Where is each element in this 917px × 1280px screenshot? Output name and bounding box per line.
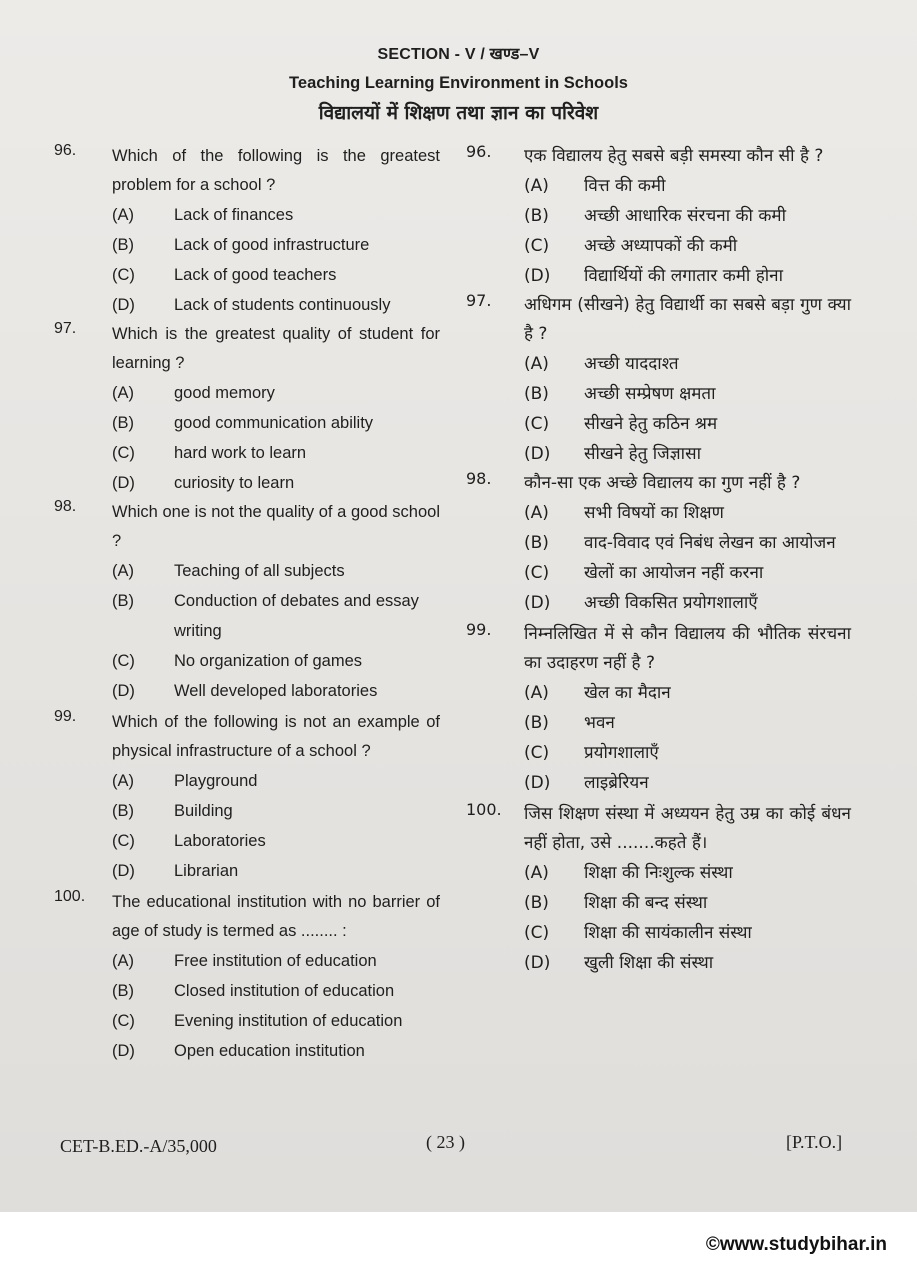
question-text: अधिगम (सीखने) हेतु विद्यार्थी का सबसे बड़ा गुण क्या है ?	[524, 295, 851, 344]
option-text: खुली शिक्षा की संस्था	[584, 953, 714, 973]
question-number: 100.	[466, 800, 502, 819]
option-label: (B)	[112, 982, 134, 1000]
answer-option	[524, 261, 851, 291]
answer-option	[524, 528, 851, 558]
option-label: (A)	[524, 176, 549, 196]
question-number: 98.	[466, 469, 492, 488]
watermark-bar	[0, 1212, 917, 1280]
option-label: (D)	[112, 682, 135, 700]
answer-option	[524, 918, 851, 948]
option-text: Well developed laboratories	[174, 682, 378, 700]
option-label: (A)	[112, 562, 134, 580]
hindi-questions-column	[466, 142, 851, 978]
answer-option	[524, 201, 851, 231]
option-text: Building	[174, 802, 233, 820]
answer-option	[112, 1006, 440, 1036]
question-text: Which is the greatest quality of student for learning ?	[112, 325, 440, 372]
option-label: (D)	[112, 474, 135, 492]
option-text: प्रयोगशालाएँ	[584, 743, 659, 763]
option-label: (A)	[112, 384, 134, 402]
answer-option	[112, 586, 440, 646]
option-label: (C)	[524, 414, 550, 434]
option-label: (D)	[112, 296, 135, 314]
option-label: (C)	[112, 652, 135, 670]
watermark-text: ©www.studybihar.in	[705, 1234, 887, 1255]
option-label: (B)	[524, 713, 549, 733]
option-text: शिक्षा की सायंकालीन संस्था	[584, 923, 752, 943]
answer-option	[524, 349, 851, 379]
option-text: Librarian	[174, 862, 239, 880]
option-label: (B)	[524, 384, 549, 404]
option-text: Teaching of all subjects	[174, 562, 345, 580]
option-text: विद्यार्थियों की लगातार कमी होना	[584, 266, 784, 286]
question-text: Which one is not the quality of a good school ?	[112, 503, 440, 550]
section-header	[0, 42, 917, 125]
option-label: (D)	[524, 444, 551, 464]
question-text: एक विद्यालय हेतु सबसे बड़ी समस्या कौन सी है ?	[524, 146, 824, 166]
question-number: 99.	[54, 708, 77, 725]
answer-option	[524, 738, 851, 768]
option-text: अच्छी आधारिक संरचना की कमी	[584, 206, 786, 226]
option-text: Closed institution of education	[174, 982, 395, 1000]
option-text: Lack of finances	[174, 206, 294, 224]
option-text: सभी विषयों का शिक्षण	[584, 503, 724, 523]
option-text: Evening institution of education	[174, 1012, 403, 1030]
option-label: (C)	[112, 444, 135, 462]
question-number: 100.	[54, 888, 86, 905]
question-text: Which of the following is not an example of physical infrastructure of a school ?	[112, 713, 440, 760]
option-text: भवन	[584, 713, 615, 733]
option-text: Open education institution	[174, 1042, 365, 1060]
option-label: (D)	[112, 1042, 135, 1060]
option-label: (D)	[524, 953, 551, 973]
question-text: कौन-सा एक अच्छे विद्यालय का गुण नहीं है ?	[524, 473, 801, 493]
answer-option	[112, 796, 440, 826]
answer-option	[112, 408, 440, 438]
answer-option	[112, 946, 440, 976]
option-label: (B)	[112, 414, 134, 432]
english-questions-column	[54, 142, 440, 1066]
option-text: अच्छी याददाश्त	[584, 354, 679, 374]
option-text: सीखने हेतु कठिन श्रम	[584, 414, 718, 434]
option-text: शिक्षा की निःशुल्क संस्था	[584, 863, 733, 883]
option-text: good communication ability	[174, 414, 374, 432]
question-text: निम्नलिखित में से कौन विद्यालय की भौतिक संरचना का उदाहरण नहीं है ?	[524, 624, 851, 673]
answer-option	[524, 498, 851, 528]
question-number: 99.	[466, 620, 492, 639]
question-96	[54, 142, 440, 320]
question-number: 98.	[54, 498, 77, 515]
answer-option	[524, 588, 851, 618]
paper-code: CET-B.ED.-A/35,000	[60, 1136, 217, 1156]
answer-option	[524, 708, 851, 738]
answer-option	[112, 290, 440, 320]
answer-option	[524, 948, 851, 978]
option-label: (A)	[524, 683, 549, 703]
option-label: (A)	[112, 952, 134, 970]
answer-option	[112, 230, 440, 260]
option-text: खेलों का आयोजन नहीं करना	[584, 563, 764, 583]
answer-option	[524, 888, 851, 918]
option-label: (B)	[112, 592, 134, 610]
question-98	[54, 498, 440, 706]
question-100	[466, 800, 851, 978]
answer-option	[112, 646, 440, 676]
question-96	[466, 142, 851, 291]
question-text: Which of the following is the greatest problem for a school ?	[112, 147, 440, 194]
option-text: No organization of games	[174, 652, 363, 670]
answer-option	[524, 409, 851, 439]
answer-option	[112, 1036, 440, 1066]
answer-option	[524, 678, 851, 708]
question-number: 97.	[466, 291, 492, 310]
option-text: Playground	[174, 772, 258, 790]
option-label: (C)	[524, 923, 550, 943]
answer-option	[524, 171, 851, 201]
option-label: (C)	[112, 832, 135, 850]
option-label: (C)	[524, 563, 550, 583]
option-text: Lack of students continuously	[174, 296, 391, 314]
option-text: Free institution of education	[174, 952, 377, 970]
option-label: (C)	[112, 1012, 135, 1030]
question-100	[54, 888, 440, 1066]
answer-option	[112, 766, 440, 796]
question-97	[466, 291, 851, 469]
option-label: (B)	[112, 802, 134, 820]
answer-option	[112, 826, 440, 856]
option-text: अच्छी विकसित प्रयोगशालाएँ	[584, 593, 758, 613]
pto-label: [P.T.O.]	[786, 1132, 843, 1152]
option-text: अच्छी सम्प्रेषण क्षमता	[584, 384, 716, 404]
answer-option	[112, 468, 440, 498]
answer-option	[524, 379, 851, 409]
option-text: Lack of good infrastructure	[174, 236, 370, 254]
answer-option	[112, 856, 440, 886]
answer-option	[112, 976, 440, 1006]
option-label: (B)	[524, 893, 549, 913]
question-text: The educational institution with no barrier of age of study is termed as ........ :	[112, 893, 440, 940]
answer-option	[524, 768, 851, 798]
question-number: 97.	[54, 320, 77, 337]
option-label: (D)	[524, 266, 551, 286]
question-text: जिस शिक्षण संस्था में अध्ययन हेतु उम्र का कोई बंधन नहीं होता, उसे .......कहते हैं।	[524, 804, 851, 853]
answer-option	[524, 558, 851, 588]
option-label: (B)	[112, 236, 134, 254]
option-label: (A)	[524, 503, 549, 523]
option-text: curiosity to learn	[174, 474, 295, 492]
option-text: hard work to learn	[174, 444, 307, 462]
answer-option	[524, 858, 851, 888]
option-text: Conduction of debates and essay writing	[174, 592, 419, 640]
answer-option	[112, 438, 440, 468]
section-title-english: Teaching Learning Environment in Schools	[289, 74, 628, 92]
question-number: 96.	[54, 142, 77, 159]
option-label: (C)	[524, 743, 550, 763]
question-number: 96.	[466, 142, 492, 161]
page-number: ( 23 )	[426, 1132, 465, 1152]
option-text: Lack of good teachers	[174, 266, 337, 284]
option-text: सीखने हेतु जिज्ञासा	[584, 444, 701, 464]
option-text: Laboratories	[174, 832, 266, 850]
question-98	[466, 469, 851, 618]
section-title-hindi: विद्यालयों में शिक्षण तथा ज्ञान का परिवेश	[318, 102, 599, 124]
answer-option	[524, 439, 851, 469]
option-label: (A)	[524, 354, 549, 374]
question-99	[466, 620, 851, 798]
answer-option	[524, 231, 851, 261]
option-label: (A)	[112, 772, 134, 790]
option-text: लाइब्रेरियन	[584, 773, 649, 793]
section-label: SECTION - V / खण्ड–V	[377, 46, 540, 63]
option-label: (A)	[524, 863, 549, 883]
answer-option	[112, 676, 440, 706]
answer-option	[112, 556, 440, 586]
option-text: खेल का मैदान	[584, 683, 671, 703]
option-label: (B)	[524, 206, 549, 226]
option-label: (B)	[524, 533, 549, 553]
option-label: (C)	[112, 266, 135, 284]
option-label: (D)	[112, 862, 135, 880]
answer-option	[112, 260, 440, 290]
option-text: good memory	[174, 384, 275, 402]
answer-option	[112, 378, 440, 408]
answer-option	[112, 200, 440, 230]
option-label: (C)	[524, 236, 550, 256]
option-label: (D)	[524, 773, 551, 793]
option-label: (D)	[524, 593, 551, 613]
option-text: शिक्षा की बन्द संस्था	[584, 893, 708, 913]
option-text: वाद-विवाद एवं निबंध लेखन का आयोजन	[584, 533, 836, 553]
question-99	[54, 708, 440, 886]
question-97	[54, 320, 440, 498]
option-text: अच्छे अध्यापकों की कमी	[584, 236, 738, 256]
option-label: (A)	[112, 206, 134, 224]
option-text: वित्त की कमी	[584, 176, 666, 196]
